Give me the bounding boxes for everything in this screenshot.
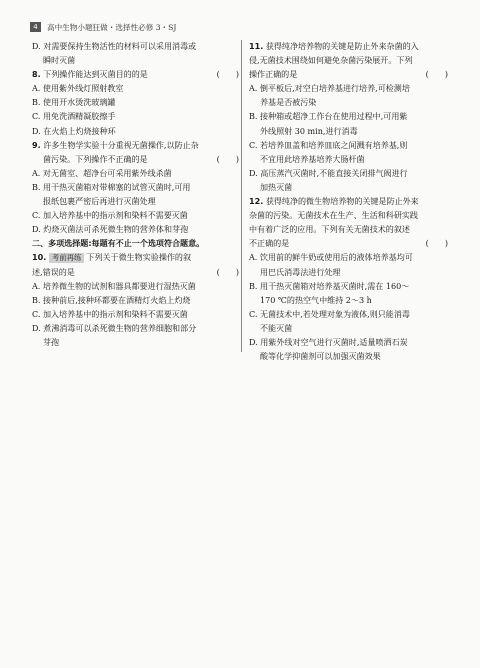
option-line xyxy=(249,336,448,350)
line-text: 不能灭菌 xyxy=(260,323,293,333)
text-line xyxy=(32,266,239,280)
line-text: C. 加入培养基中的指示剂和染料不需要灭菌 xyxy=(32,309,188,319)
answer-bracket: ( ) xyxy=(216,154,239,164)
option-line xyxy=(32,223,239,237)
line-text: B. 接种前后,接种环都要在酒精灯火焰上灼烧 xyxy=(32,295,191,305)
line-text: A. 使用紫外线灯照射教室 xyxy=(32,84,124,94)
right-column xyxy=(249,40,448,364)
line-text: 外线照射 30 min,进行消毒 xyxy=(260,126,358,136)
option-line xyxy=(249,167,448,181)
line-text: 170 ℃的热空气中维持 2～3 h xyxy=(260,295,372,305)
text-line xyxy=(249,96,448,110)
text-line xyxy=(249,237,448,251)
text-line xyxy=(249,181,448,195)
line-text: 下列关于微生物实验操作的叙 xyxy=(86,253,192,263)
question-number: 11. xyxy=(249,42,264,51)
text-line xyxy=(249,223,448,237)
line-text: 瞬时灭菌 xyxy=(43,56,76,66)
answer-bracket: ( ) xyxy=(216,267,239,277)
text-line xyxy=(32,336,239,350)
line-text: 二、多项选择题:每题有不止一个选项符合题意。 xyxy=(32,239,205,249)
line-text: 加热灭菌 xyxy=(260,182,293,192)
line-text: 报纸包裹严密后再进行灭菌处理 xyxy=(43,197,156,207)
option-line xyxy=(249,139,448,153)
text-line xyxy=(249,294,448,308)
question-line xyxy=(249,40,448,54)
text-line xyxy=(249,350,448,364)
text-line xyxy=(249,54,448,68)
line-text: D. 煮沸消毒可以杀死微生物的营养细胞和部分 xyxy=(32,323,197,333)
line-text: D. 用紫外线对空气进行灭菌时,适量喷洒石炭 xyxy=(249,337,408,347)
line-text: A. 饮用前的鲜牛奶或使用后的液体培养基均可 xyxy=(249,253,413,263)
text-line xyxy=(249,209,448,223)
column-divider xyxy=(241,40,242,352)
question-number: 12. xyxy=(249,197,264,207)
line-text: 杂菌的污染。无菌技术在生产、生活和科研实践 xyxy=(249,211,418,221)
line-text: 不宜用此培养基培养大肠杆菌 xyxy=(260,154,365,164)
text-line xyxy=(249,266,448,280)
line-text: D. 对需要保持生物活性的材料可以采用消毒或 xyxy=(32,42,197,51)
exam-tag: 考前再练 xyxy=(49,253,85,263)
line-text: 下列操作能达到灭菌目的的是 xyxy=(43,70,148,80)
line-text: 许多生物学实验十分重视无菌操作,以防止杂 xyxy=(43,140,199,150)
line-text: D. 高压蒸汽灭菌时,不能直接关闭排气阀进行 xyxy=(249,168,408,178)
line-text: B. 用干热灭菌箱对培养基灭菌时,需在 160～ xyxy=(249,281,410,291)
text-line xyxy=(249,68,448,82)
option-line xyxy=(249,280,448,294)
line-text: 述,错误的是 xyxy=(32,267,75,277)
option-line xyxy=(249,308,448,322)
option-line xyxy=(32,167,239,181)
answer-bracket: ( ) xyxy=(216,70,239,80)
option-line xyxy=(249,251,448,265)
line-text: C. 加入培养基中的指示剂和染料不需要灭菌 xyxy=(32,211,188,221)
line-text: 操作正确的是 xyxy=(249,70,298,80)
option-line xyxy=(32,209,239,223)
option-line xyxy=(32,125,239,139)
option-line xyxy=(32,40,239,54)
option-line xyxy=(32,110,239,124)
option-line xyxy=(32,280,239,294)
line-text: 养基是否被污染 xyxy=(260,98,317,108)
line-text: B. 用干热灭菌箱对带棉塞的试管灭菌时,可用 xyxy=(32,182,191,192)
option-line xyxy=(32,96,239,110)
text-line xyxy=(32,54,239,68)
line-text: C. 无菌技术中,若处理对象为液体,则只能消毒 xyxy=(249,309,410,319)
question-line xyxy=(32,68,239,82)
line-text: D. 灼烧灭菌法可杀死微生物的营养体和芽孢 xyxy=(32,225,189,235)
question-number: 10. xyxy=(32,253,47,263)
question-line xyxy=(249,195,448,209)
line-text: A. 培养微生物的试剂和器具都要进行湿热灭菌 xyxy=(32,281,196,291)
line-text: 侵,无菌技术围绕如何避免杂菌污染展开。下列 xyxy=(249,56,413,66)
line-text: C. 用免洗酒精凝胶擦手 xyxy=(32,112,116,122)
answer-bracket: ( ) xyxy=(425,70,448,80)
text-line xyxy=(249,153,448,167)
line-text: A. 倒平板后,对空白培养基进行培养,可检测培 xyxy=(249,84,410,94)
book-title: 高中生物小题狂做・选择性必修 3・SJ xyxy=(47,22,177,32)
question-line xyxy=(32,251,239,265)
question-line xyxy=(32,139,239,153)
option-line xyxy=(32,294,239,308)
line-text: 不正确的是 xyxy=(249,239,290,249)
line-text: 中有着广泛的应用。下列有关无菌技术的叙述 xyxy=(249,225,410,235)
text-line xyxy=(32,195,239,209)
option-line xyxy=(32,82,239,96)
option-line xyxy=(32,322,239,336)
line-text: 芽孢 xyxy=(43,337,60,347)
text-line xyxy=(249,322,448,336)
text-line xyxy=(249,125,448,139)
line-text: 获得纯净的微生物培养物的关键是防止外来 xyxy=(265,197,419,207)
line-text: 获得纯净培养物的关键是防止外来杂菌的入 xyxy=(265,42,419,51)
option-line xyxy=(32,308,239,322)
question-number: 8. xyxy=(32,70,41,80)
line-text: 菌污染。下列操作不正确的是 xyxy=(43,154,148,164)
line-text: 用巴氏消毒法进行处理 xyxy=(260,267,341,277)
option-line xyxy=(32,181,239,195)
option-line xyxy=(249,110,448,124)
line-text: A. 对无菌室、超净台可采用紫外线杀菌 xyxy=(32,168,172,178)
left-column xyxy=(32,40,239,350)
text-line xyxy=(32,153,239,167)
section-heading xyxy=(32,237,239,251)
line-text: B. 接种箱或超净工作台在使用过程中,可用紫 xyxy=(249,112,408,122)
line-text: B. 使用开水烫洗玻璃罐 xyxy=(32,98,116,108)
page-header xyxy=(30,21,176,33)
option-line xyxy=(249,82,448,96)
question-number: 9. xyxy=(32,140,41,150)
line-text: C. 若培养皿盖和培养皿底之间溅有培养基,则 xyxy=(249,140,408,150)
page-number: 4 xyxy=(30,22,41,32)
line-text: D. 在火焰上灼烧接种环 xyxy=(32,126,116,136)
answer-bracket: ( ) xyxy=(425,239,448,249)
line-text: 酸等化学抑菌剂可以加强灭菌效果 xyxy=(260,352,381,362)
